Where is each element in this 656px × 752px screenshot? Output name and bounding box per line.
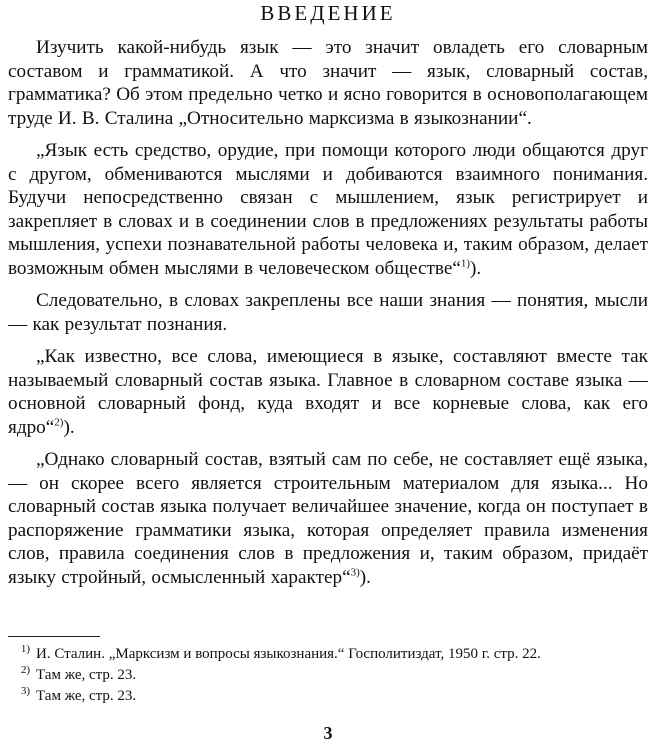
paragraph [8, 289, 648, 336]
paragraph-text: „Язык есть средство, орудие, при помощи которого люди общаются друг с другом, обмениваются мыслями и добиваются взаимного понимания. Будучи непосредственно связан с мышлением, язык регистрирует и закрепляет в словах и в соединении слов в предложениях результаты работы мышления, успехи познавательной работы человека и, таким образом, делает возможным обмен мыслями в человеческом обществе“ [8, 140, 648, 279]
footnote-text: Там же, стр. 23. [36, 688, 137, 704]
paragraph-quote [8, 345, 648, 439]
paragraph-quote [8, 139, 648, 280]
footnote-reference: 1) [460, 257, 471, 270]
footnote-mark: 2) [20, 664, 30, 676]
paragraph-text: „Однако словарный состав, взятый сам по себе, не составляет ещё языка, — он скорее всего является строительным материалом для языка... Но словарный состав языка получает величайшее значение, когда он поступает в распоряжение грамматики языка, которая определяет правила изменения слов, правила соединения слов в предложения и, таким образом, придаёт языку стройный, осмысленный характер“ [8, 449, 648, 588]
paragraph-tail: ). [63, 416, 75, 438]
footnote-mark: 3) [20, 685, 30, 697]
footnote-mark: 1) [20, 643, 30, 655]
paragraph-tail: ). [359, 566, 371, 588]
page-number: 3 [323, 723, 333, 743]
paragraph-text: Изучить какой-нибудь язык — это значит овладеть его словарным составом и грамматикой. А что значит — язык, словарный состав, грамматика? Об этом предельно четко и ясно говорится в основополагающем труде И. В. Сталина „Относительно марксизма в языкознании“. [8, 37, 648, 129]
paragraph-tail: ). [470, 257, 482, 279]
footnotes [8, 644, 648, 707]
footnote-reference: 2) [54, 416, 64, 429]
footnote [8, 686, 648, 707]
page-title: ВВЕДЕНИЕ [260, 1, 396, 25]
paragraph-quote [8, 448, 648, 589]
paragraph-text: Следовательно, в словах закреплены все наши знания — понятия, мысли — как результат познания. [8, 290, 648, 335]
footnote-text: Там же, стр. 23. [36, 667, 137, 683]
paragraph [8, 36, 648, 130]
footnote-text: И. Сталин. „Марксизм и вопросы языкознания.“ Госполитиздат, 1950 г. стр. 22. [36, 646, 541, 662]
paragraph-text: „Как известно, все слова, имеющиеся в языке, составляют вместе так называемый словарный состав языка. Главное в словарном составе языка — основной словарный фонд, куда входят и все корневые слова, как его ядро“ [8, 346, 648, 438]
footnote [8, 644, 648, 665]
footnote-divider [8, 636, 100, 637]
footnote-reference: 3) [350, 566, 360, 579]
footnote [8, 665, 648, 686]
main-text [8, 36, 648, 589]
